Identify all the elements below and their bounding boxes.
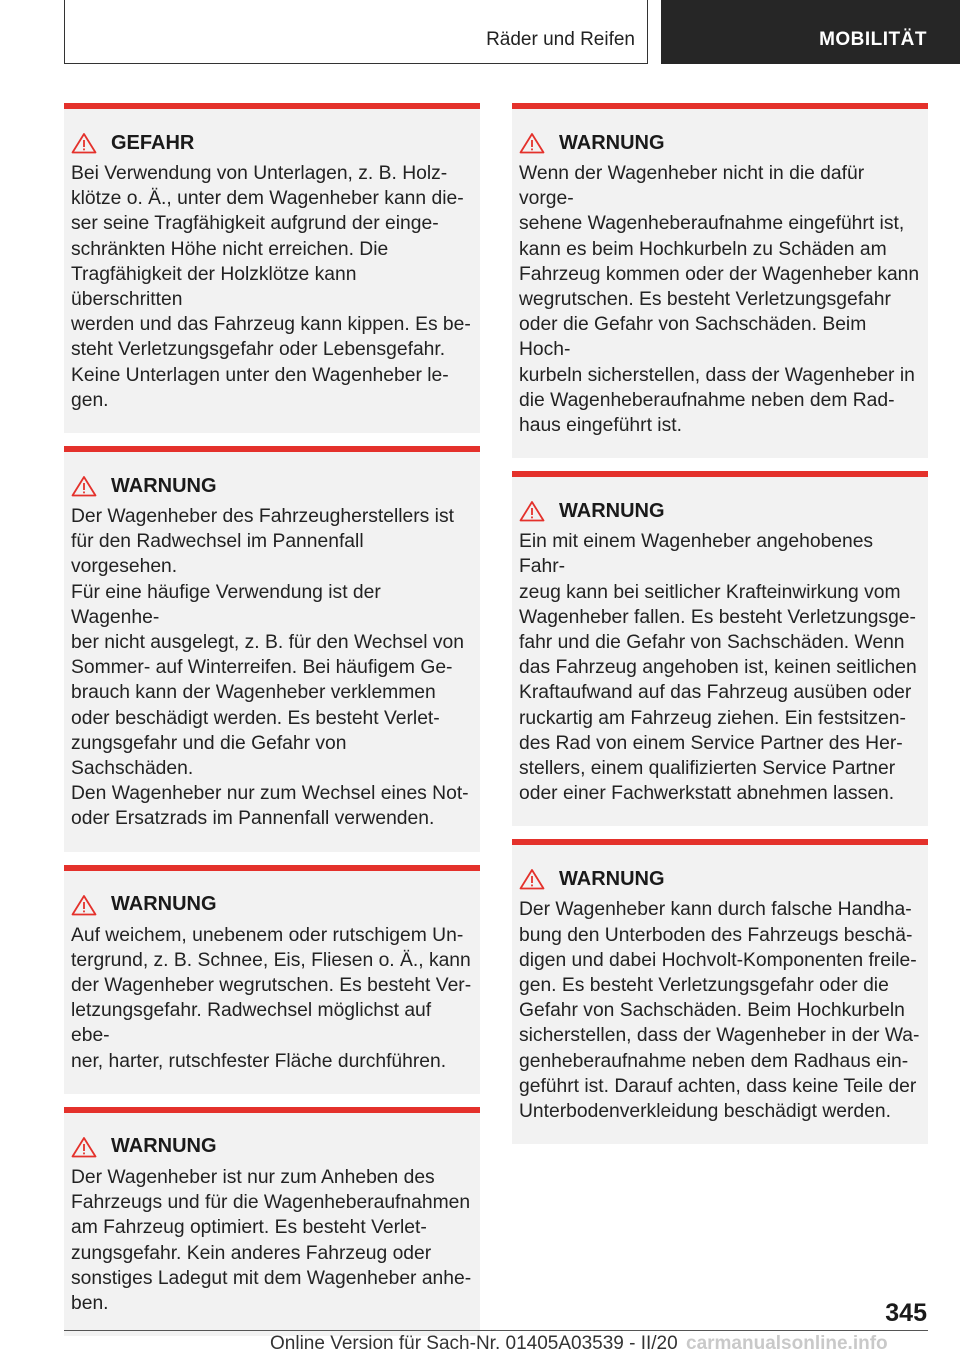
warning-box (64, 1107, 480, 1336)
warning-box (64, 865, 480, 1094)
warning-box (512, 839, 928, 1144)
warning-heading (71, 474, 472, 498)
warning-heading (519, 867, 920, 891)
warning-triangle-icon (519, 500, 545, 522)
warning-heading (519, 131, 920, 155)
warning-text: Der Wagenheber kann durch falsche Handha- bung den Unterboden des Fahrzeugs beschä- digen und dabei Hochvolt-Komponenten freile- gen. Es besteht Verletzungsgefahr oder die Gefahr von Sachschäden. Beim Hochkurbeln sicherstellen, dass der Wagenheber in der Wa- genheberaufnahme neben dem Radhaus ein- geführt ist. Darauf achten, dass keine Teile der Unterbodenverkleidung beschädigt werden. (519, 899, 920, 1123)
warning-title: WARNUNG (111, 474, 217, 497)
chapter-title: Räder und Reifen (486, 29, 635, 50)
warning-triangle-icon (71, 1136, 97, 1158)
warning-text: Der Wagenheber des Fahrzeugherstellers ist für den Radwechsel im Pannenfall vorgesehen. Für eine häufige Verwendung ist der Wagenhe- ber nicht ausgelegt, z. B. für den Wechsel von Sommer- auf Winterreifen. Bei häufigem Ge- brauch kann der Wagenheber verklemmen oder beschädigt werden. Es besteht Verlet- zungsgefahr und die Gefahr von Sachschäden. Den Wagenheber nur zum Wechsel eines Not- oder Ersatzrads im Pannenfall verwenden. (71, 506, 469, 830)
section-title: MOBILITÄT (819, 29, 927, 50)
warning-box (512, 471, 928, 826)
warning-title: WARNUNG (559, 867, 665, 890)
warning-box (512, 103, 928, 458)
warning-title: WARNUNG (559, 131, 665, 154)
warning-title: WARNUNG (111, 893, 217, 916)
warning-text: Ein mit einem Wagenheber angehobenes Fahr- zeug kann bei seitlicher Krafteinwirkung vom Wagenheber fallen. Es besteht Verletzungsge- fahr und die Gefahr von Sachschäden. Wenn das Fahrzeug angehoben ist, keinen seitlichen Kraftaufwand auf das Fahrzeug ausüben oder ruckartig am Fahrzeug ziehen. Ein festsitzen- des Rad von einem Service Partner des Her- stellers, einem qualifizierten Service Partner oder einer Fachwerkstatt abnehmen lassen. (519, 531, 917, 805)
warning-heading (519, 499, 920, 523)
warning-heading (71, 131, 472, 155)
warning-title: WARNUNG (111, 1135, 217, 1158)
online-version-text: Online Version für Sach-Nr. 01405A03539 - II/20 (270, 1333, 678, 1354)
warning-text: Bei Verwendung von Unterlagen, z. B. Holz- klötze o. Ä., unter dem Wagenheber kann die- ser seine Tragfähigkeit aufgrund der einge- schränkten Höhe nicht erreichen. Die Tragfähigkeit der Holzklötze kann überschritten werden und das Fahrzeug kann kippen. Es be- steht Verletzungsgefahr oder Lebensgefahr. Keine Unterlagen unter den Wagenheber le- gen. (71, 163, 471, 411)
header-section-box (661, 0, 960, 64)
danger-box (64, 103, 480, 433)
right-column (512, 103, 928, 1157)
page-number: 345 (885, 1299, 927, 1327)
warning-text: Der Wagenheber ist nur zum Anheben des Fahrzeugs und für die Wagenheberaufnahmen am Fahrzeug optimiert. Es besteht Verlet- zungsgefahr. Kein anderes Fahrzeug oder sonstiges Ladegut mit dem Wagenheber anhe- ben. (71, 1166, 472, 1314)
footer-divider (64, 1330, 928, 1331)
warning-triangle-icon (519, 132, 545, 154)
watermark: carmanualsonline.info (686, 1333, 888, 1354)
warning-text: Wenn der Wagenheber nicht in die dafür vorge- sehene Wagenheberaufnahme eingeführt ist, kann es beim Hochkurbeln zu Schäden am Fahrzeug kommen oder der Wagenheber kann wegrutschen. Es besteht Verletzungsgefahr oder die Gefahr von Sachschäden. Beim Hoch- kurbeln sicherstellen, dass der Wagenheber in die Wagenheberaufnahme neben dem Rad- haus eingeführt ist. (519, 163, 920, 437)
warning-triangle-icon (519, 868, 545, 890)
left-column (64, 103, 480, 1349)
warning-title: WARNUNG (559, 499, 665, 522)
warning-triangle-icon (71, 475, 97, 497)
warning-triangle-icon (71, 132, 97, 154)
warning-heading (71, 893, 472, 917)
header-chapter-box (64, 0, 648, 64)
warning-box (64, 446, 480, 852)
warning-triangle-icon (71, 894, 97, 916)
warning-heading (71, 1135, 472, 1159)
warning-title: GEFAHR (111, 131, 195, 154)
warning-text: Auf weichem, unebenem oder rutschigem Un- tergrund, z. B. Schnee, Eis, Fliesen o. Ä., kann der Wagenheber wegrutschen. Es besteht Ver- letzungsgefahr. Radwechsel möglichst auf ebe- ner, harter, rutschfester Fläche durchführen. (71, 924, 472, 1072)
